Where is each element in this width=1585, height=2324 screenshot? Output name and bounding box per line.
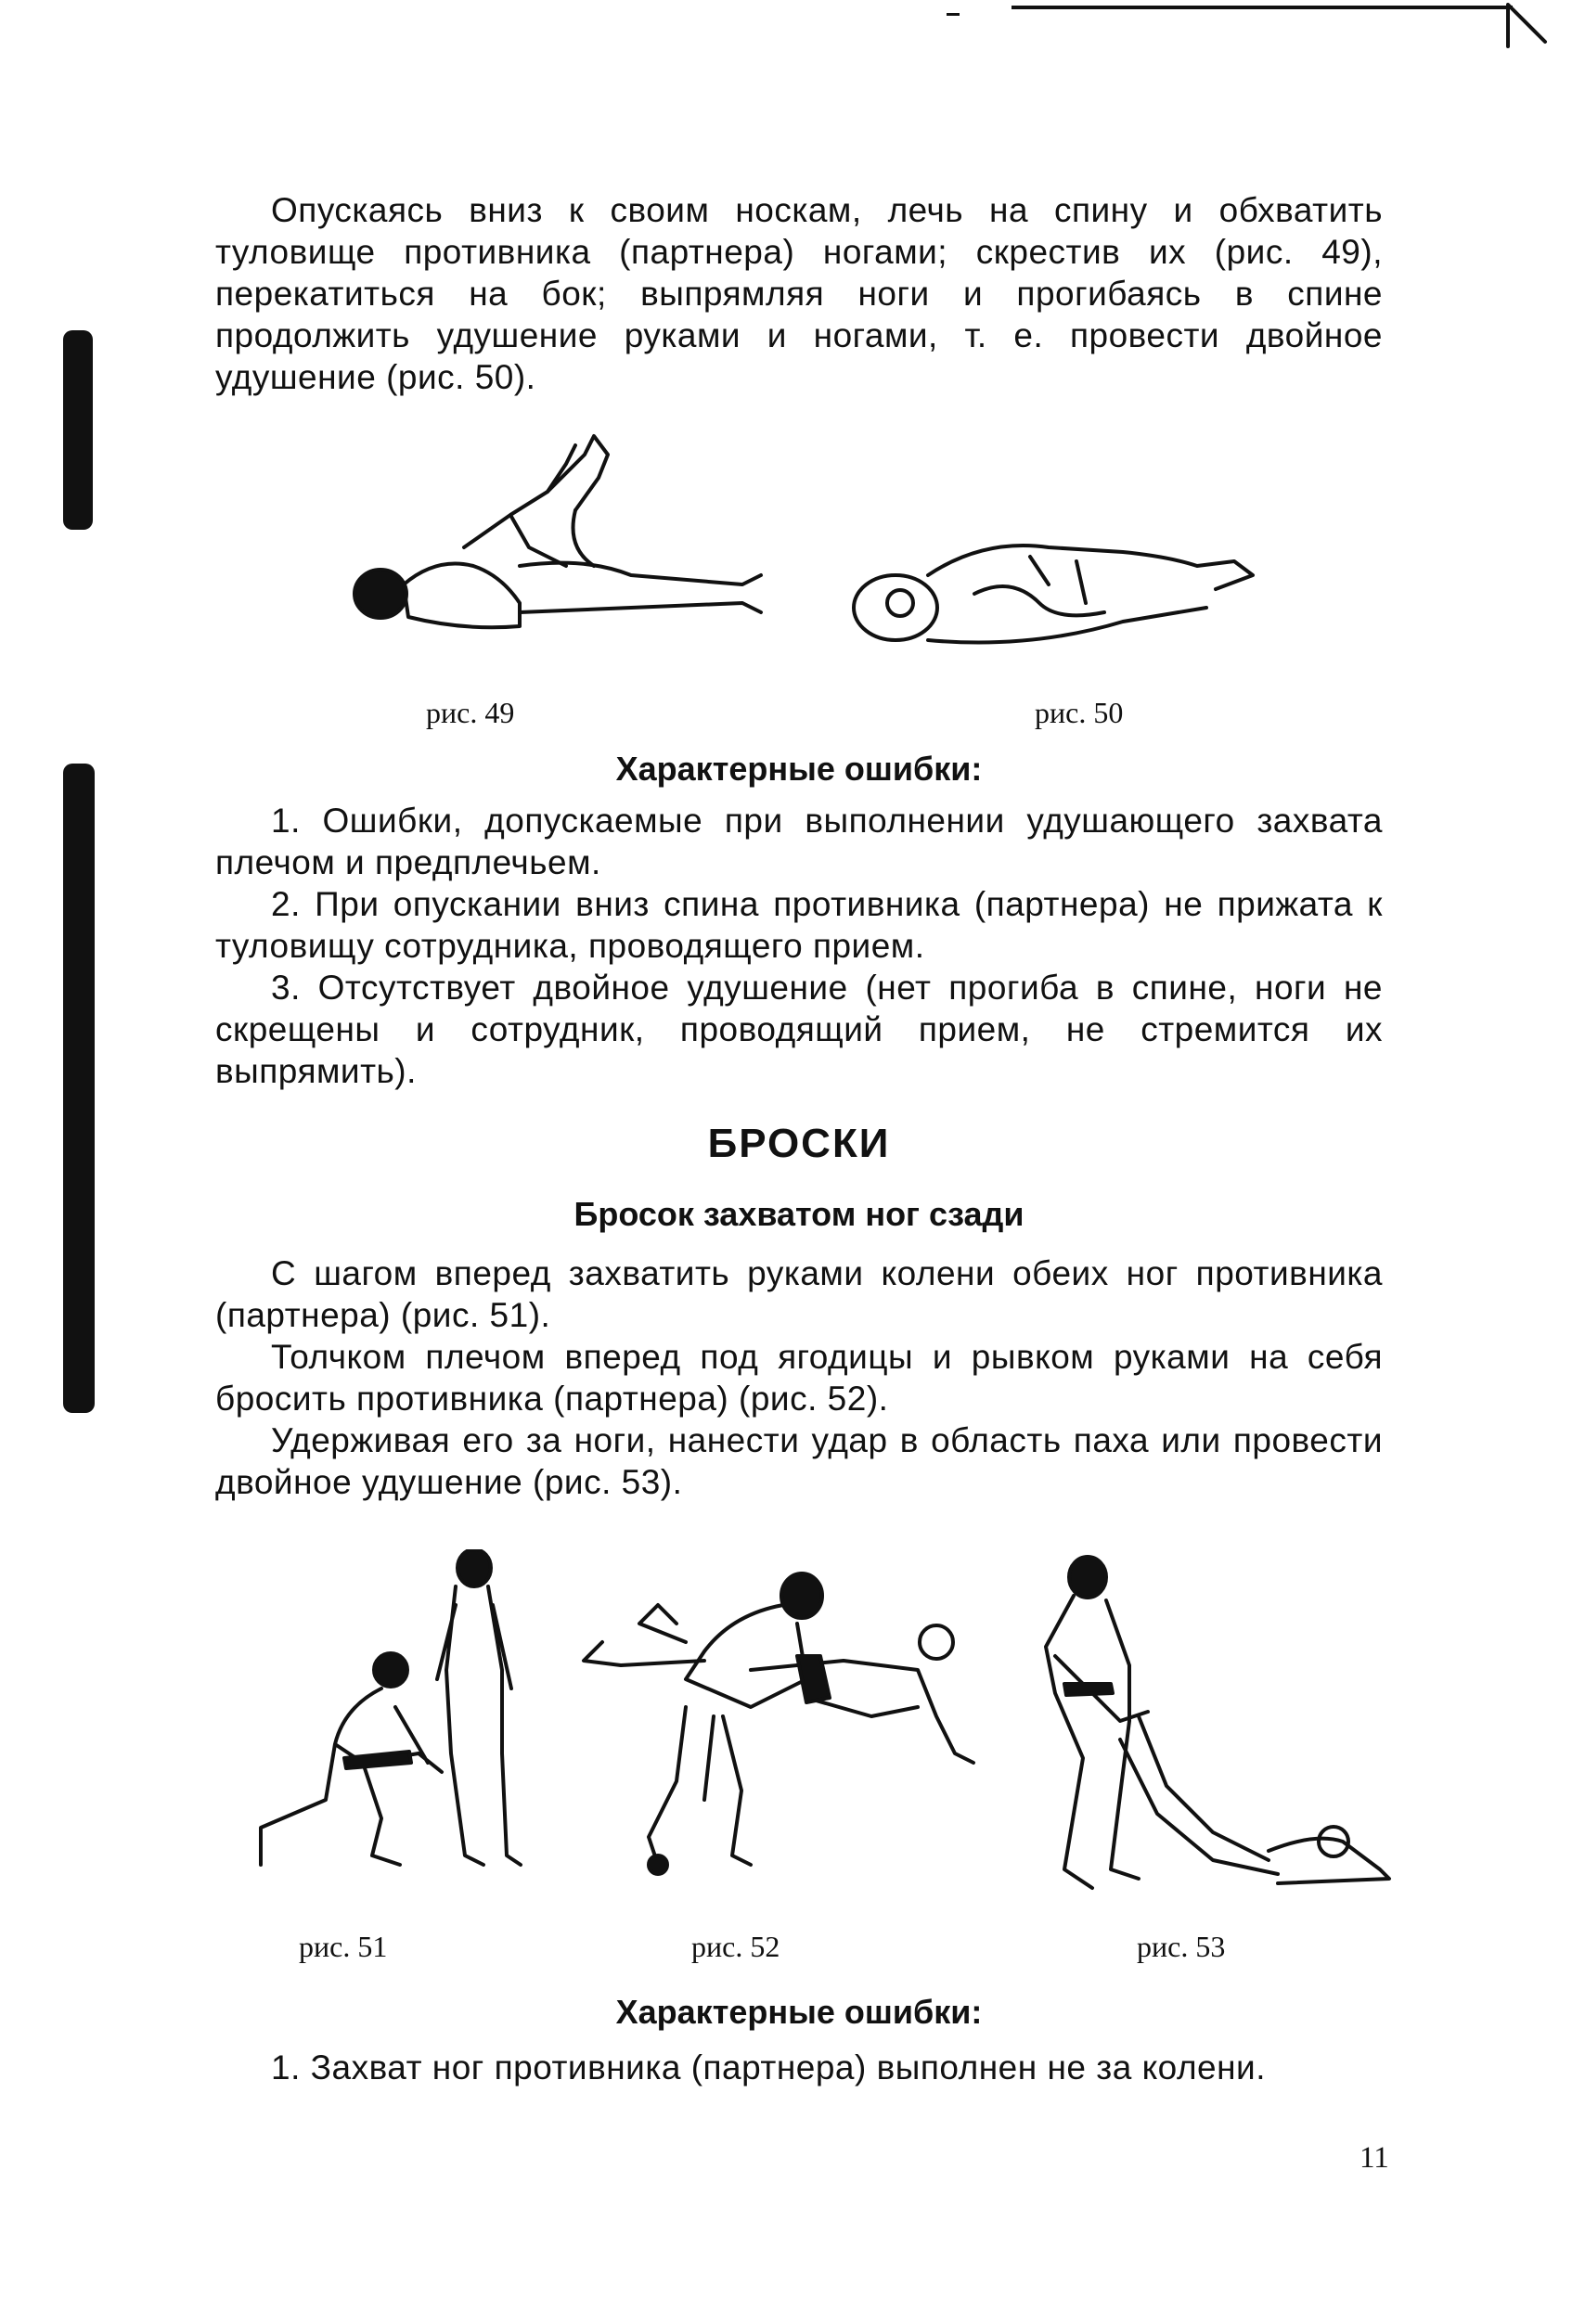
scan-edge-bar-lower	[63, 764, 95, 1413]
figure-49-illustration	[353, 427, 770, 649]
error-item: 2. При опускании вниз спина противника (партнера) не прижата к туловищу сотрудника, проводящего прием.	[215, 885, 1383, 965]
figure-50-caption: рис. 50	[1035, 696, 1124, 729]
throw-step: Толчком плечом вперед под ягодицы и рывком руками на себя бросить противника (партнера) (рис. 52).	[215, 1338, 1383, 1418]
error-item: 1. Захват ног противника (партнера) выполнен не за колени.	[271, 2048, 1266, 2086]
figure-52-caption: рис. 52	[691, 1930, 780, 1963]
scan-edge-mark	[947, 13, 960, 16]
figure-52-illustration	[565, 1568, 983, 1883]
errors-heading-1: Характерные ошибки:	[615, 750, 983, 788]
figure-50-illustration	[844, 520, 1262, 659]
figure-51-caption: рис. 51	[299, 1930, 388, 1963]
throw-step: Удерживая его за ноги, нанести удар в область паха или провести двойное удушение (рис. 53).	[215, 1421, 1383, 1501]
page-number: 11	[1359, 2141, 1389, 2175]
figure-51-illustration	[242, 1549, 530, 1883]
error-item: 3. Отсутствует двойное удушение (нет прогиба в спине, ноги не скрещены и сотрудник, проводящий прием, не стремится их выпрямить).	[215, 969, 1383, 1090]
scan-corner-mark	[1499, 0, 1554, 56]
figure-53-caption: рис. 53	[1137, 1930, 1226, 1963]
errors-heading-2: Характерные ошибки:	[615, 1993, 983, 2031]
intro-text: Опускаясь вниз к своим носкам, лечь на спину и обхватить туловище противника (партнера) ногами; скрестив их (рис. 49), перекатиться на бок; выпрямляя ноги и прогибаясь в спине продолжить удушение руками и ногами, т. е. провести двойное удушение (рис. 50).	[215, 191, 1383, 396]
intro-paragraph	[215, 189, 1383, 398]
scan-edge-bar-upper	[63, 330, 93, 530]
errors-list-2	[215, 2047, 1383, 2088]
figure-53-illustration	[1027, 1554, 1398, 1916]
figure-49-caption: рис. 49	[426, 696, 515, 729]
scan-edge-line-top	[1012, 6, 1513, 9]
subsection-title: Бросок захватом ног сзади	[573, 1195, 1024, 1233]
error-item: 1. Ошибки, допускаемые при выполнении удушающего захвата плечом и предплечьем.	[215, 802, 1383, 881]
throw-description	[215, 1252, 1383, 1503]
section-title: БРОСКИ	[707, 1121, 891, 1166]
throw-step: С шагом вперед захватить руками колени обеих ног противника (партнера) (рис. 51).	[215, 1254, 1383, 1334]
errors-list-1	[215, 800, 1383, 1092]
